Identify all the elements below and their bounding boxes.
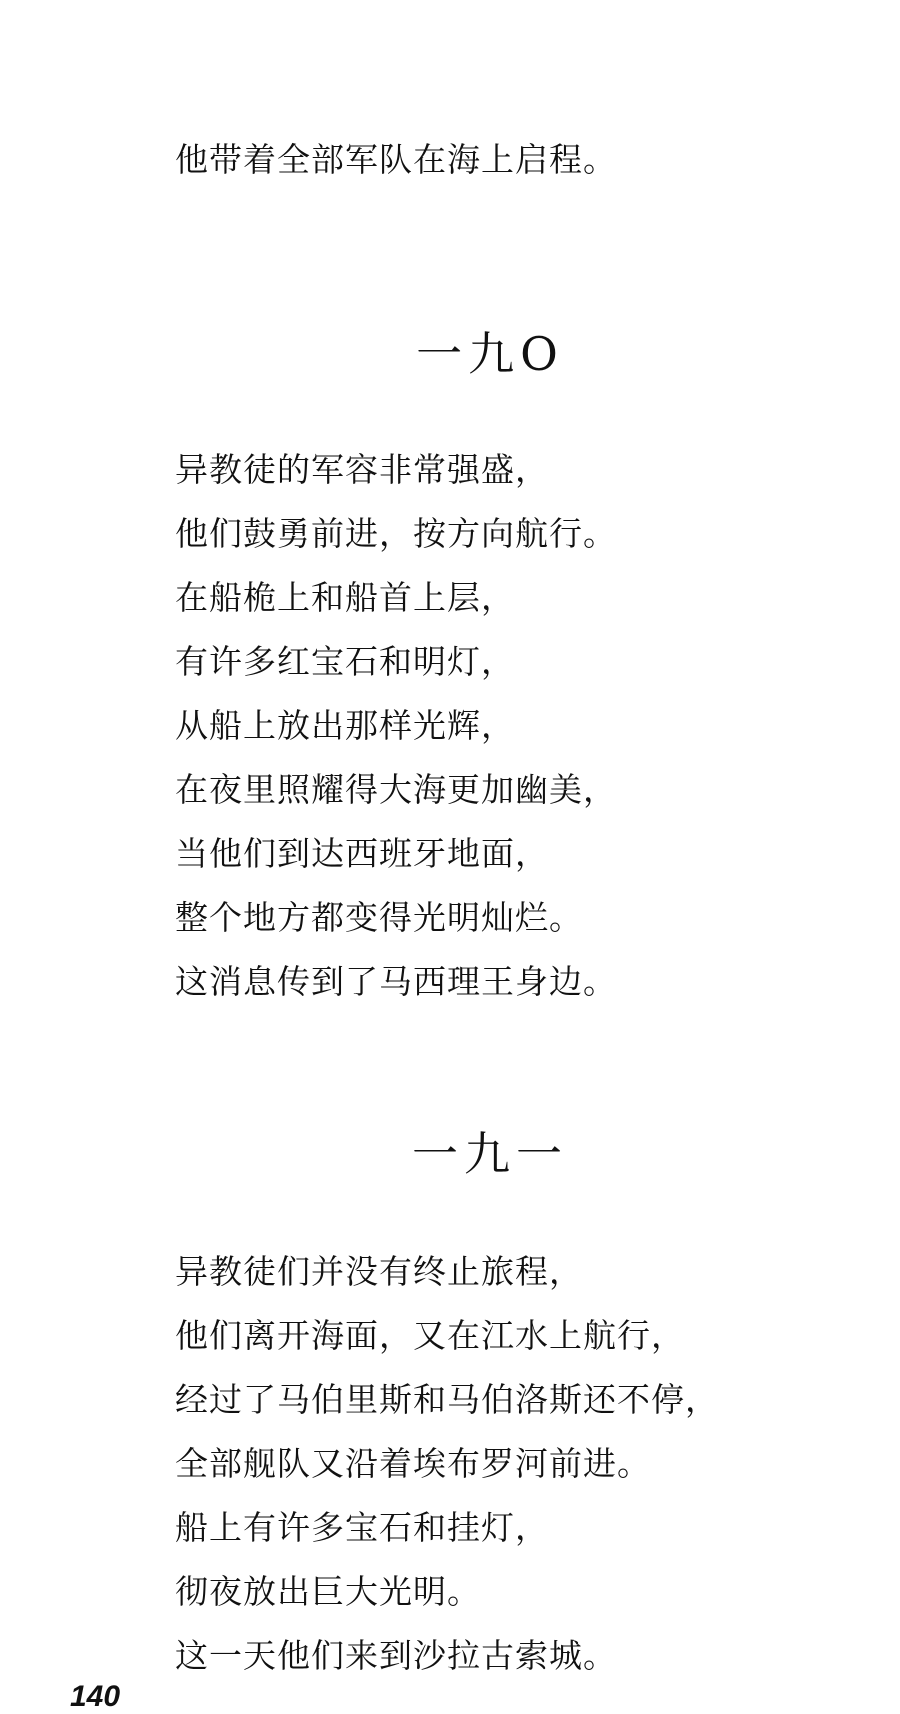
verse-line: 异教徒的军容非常强盛， <box>175 450 549 489</box>
verse-line: 全部舰队又沿着埃布罗河前进。 <box>175 1444 651 1483</box>
verse-line: 彻夜放出巨大光明。 <box>175 1572 481 1611</box>
verse-line: 他们鼓勇前进，按方向航行。 <box>175 514 617 553</box>
verse-line: 异教徒们并没有终止旅程， <box>175 1252 583 1291</box>
verse-line: 从船上放出那样光辉， <box>175 706 515 745</box>
section-heading-190: 一九O <box>416 327 564 381</box>
verse-line: 经过了马伯里斯和马伯洛斯还不停， <box>175 1380 719 1419</box>
verse-line: 船上有许多宝石和挂灯， <box>175 1508 549 1547</box>
verse-line: 这消息传到了马西理王身边。 <box>175 962 617 1001</box>
intro-line: 他带着全部军队在海上启程。 <box>175 140 617 179</box>
verse-line: 有许多红宝石和明灯， <box>175 642 515 681</box>
verse-line: 这一天他们来到沙拉古索城。 <box>175 1636 617 1675</box>
verse-line: 在船桅上和船首上层， <box>175 578 515 617</box>
page-number: 140 <box>70 1680 121 1713</box>
verse-line: 他们离开海面，又在江水上航行， <box>175 1316 685 1355</box>
verse-line: 在夜里照耀得大海更加幽美， <box>175 770 617 809</box>
section-heading-191: 一九一 <box>412 1127 568 1181</box>
verse-line: 当他们到达西班牙地面， <box>175 834 549 873</box>
verse-line: 整个地方都变得光明灿烂。 <box>175 898 583 937</box>
